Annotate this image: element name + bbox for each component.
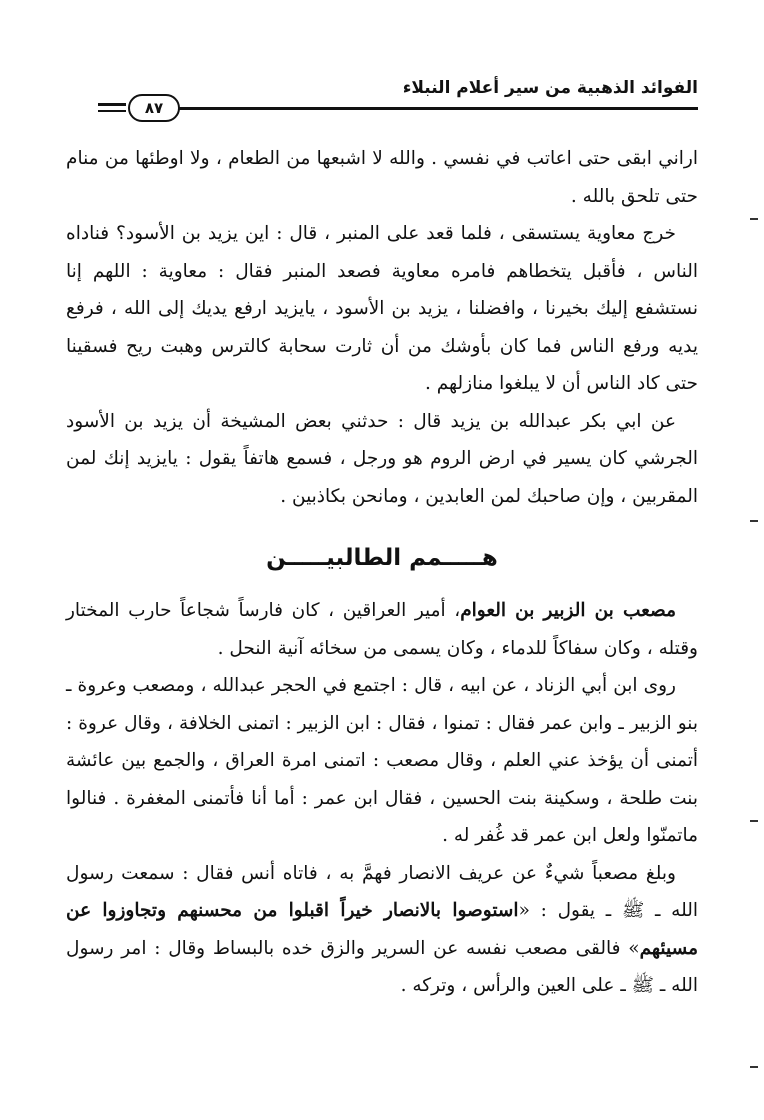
paragraph-2: خرج معاوية يستسقى ، فلما قعد على المنبر ، قال : اين يزيد بن الأسود؟ فناداه الناس ، فأقبل يتخطاهم فامره معاوية فصعد المنبر فقال : معاوية : اللهم إنا نستشفع إليك بخيرنا ، وافضلنا ، يزيد بن الأسود ، يايزيد ارفع يديك إلى الله ، فرفع يديه ورفع الناس فما كان بأوشك من أن ثارت سحابة كالترس وهبت ريح فسقينا حتى كاد الناس أن لا يبلغوا منازلهم . bbox=[66, 223, 698, 394]
page-number: ٨٧ bbox=[128, 94, 180, 122]
header-rule bbox=[132, 107, 698, 110]
margin-tick bbox=[750, 218, 758, 220]
body-text-top bbox=[66, 140, 698, 515]
header-rule-left-bottom bbox=[98, 110, 126, 112]
margin-tick bbox=[750, 1066, 758, 1068]
body-text-section bbox=[66, 592, 698, 1005]
ansar-text-b: » فالقى مصعب نفسه عن السرير والزق خده بالبساط وقال : امر رسول الله ـ ﷺ ـ على العين والرأس ، وتركه . bbox=[66, 937, 698, 996]
running-title: الفوائد الذهبية من سير أعلام النبلاء bbox=[402, 78, 698, 98]
paragraph-3: عن ابي بكر عبدالله بن يزيد قال : حدثني بعض المشيخة أن يزيد بن الأسود الجرشي كان يسير في ارض الروم هو ورجل ، فسمع هاتفاً يقول : يايزيد إنك لمن المقربين ، وإن صاحبك لمن العابدين ، ومانحن بكاذبين . bbox=[66, 410, 698, 507]
paragraph-mosab bbox=[66, 592, 698, 667]
paragraph-ansar bbox=[66, 855, 698, 1005]
hadith-quote: استوصوا بالانصار خيراً اقبلوا من محسنهم وتجاوزوا عن مسيئهم bbox=[66, 900, 698, 959]
section-heading: هـــــمم الطالبيـــــن bbox=[266, 545, 498, 571]
paragraph-wishes: روى ابن أبي الزناد ، عن ابيه ، قال : اجتمع في الحجر عبدالله ، ومصعب وعروة ـ بنو الزبير ـ وابن عمر فقال : تمنوا ، فقال : ابن الزبير : اتمنى الخلافة ، وقال عروة : أتمنى أن يؤخذ عني العلم ، وقال مصعب : اتمنى امرة العراق ، والجمع بين عائشة بنت طلحة ، وسكينة بنت الحسين ، فقال ابن عمر : أما أنا فأتمنى المغفرة . فنالوا ماتمنّوا ولعل ابن عمر قد غُفر له . bbox=[66, 675, 698, 846]
margin-tick bbox=[750, 820, 758, 822]
mosab-desc: ، أمير العراقين ، كان فارساً شجاعاً حارب المختار وقتله ، وكان سفاكاً للدماء ، وكان يسمى من سخائه آنية النحل . bbox=[66, 600, 698, 659]
mosab-name: مصعب بن الزبير بن العوام bbox=[460, 600, 676, 621]
paragraph-1: اراني ابقى حتى اعاتب في نفسي . والله لا اشبعها من الطعام ، ولا اوطئها من منام حتى تلحق بالله . bbox=[66, 148, 698, 207]
header-rule-left-top bbox=[98, 103, 126, 106]
margin-tick bbox=[750, 520, 758, 522]
ansar-text-a: وبلغ مصعباً شيءٌ عن عريف الانصار فهمَّ به ، فاتاه أنس فقال : سمعت رسول الله ـ ﷺ ـ يقول : « bbox=[66, 862, 698, 921]
